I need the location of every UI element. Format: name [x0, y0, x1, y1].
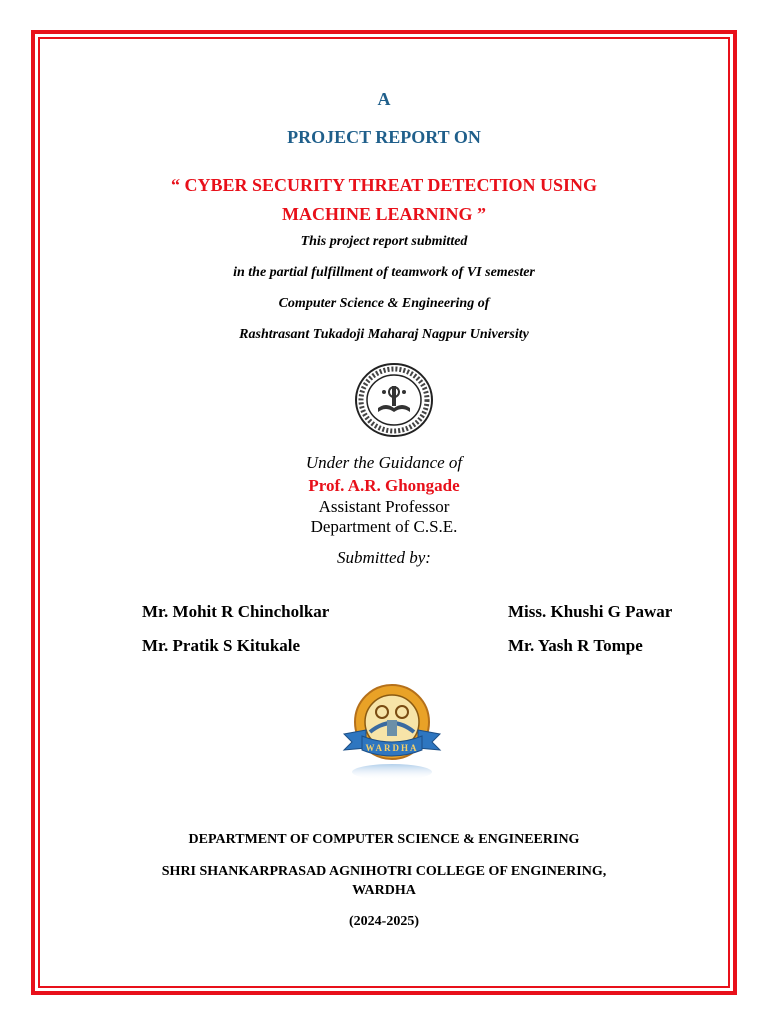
- academic-year: (2024-2025): [349, 914, 419, 929]
- guide-department: Department of C.S.E.: [310, 517, 458, 536]
- student-name: Mr. Mohit R Chincholkar: [142, 602, 330, 621]
- report-heading: PROJECT REPORT ON: [287, 127, 481, 147]
- student-name: Mr. Pratik S Kitukale: [142, 636, 301, 655]
- cover-letter-a: A: [377, 89, 391, 109]
- project-title-line1: “ CYBER SECURITY THREAT DETECTION USING: [171, 175, 597, 195]
- student-name: Miss. Khushi G Pawar: [508, 602, 673, 621]
- submission-line4: Rashtrasant Tukadoji Maharaj Nagpur University: [239, 327, 529, 342]
- guidance-label: Under the Guidance of: [305, 453, 463, 472]
- submitted-by-label: Submitted by:: [337, 548, 431, 567]
- college-name-line1: SHRI SHANKARPRASAD AGNIHOTRI COLLEGE OF ENGINERING,: [161, 864, 607, 879]
- college-name-line2: WARDHA: [352, 883, 416, 898]
- guide-designation: Assistant Professor: [318, 497, 450, 516]
- university-seal-icon: [354, 362, 434, 438]
- college-logo-icon: [340, 684, 444, 784]
- submission-line2: in the partial fulfillment of teamwork of VI semester: [233, 265, 535, 280]
- college-logo-ribbon-text: WARDHA: [365, 743, 419, 753]
- guide-name: Prof. A.R. Ghongade: [308, 476, 460, 495]
- submission-line3: Computer Science & Engineering of: [278, 296, 490, 311]
- department-name: DEPARTMENT OF COMPUTER SCIENCE & ENGINEERING: [188, 832, 580, 847]
- project-title-line2: MACHINE LEARNING ”: [281, 204, 486, 224]
- submission-line1: This project report submitted: [300, 234, 468, 249]
- student-name: Mr. Yash R Tompe: [508, 636, 643, 655]
